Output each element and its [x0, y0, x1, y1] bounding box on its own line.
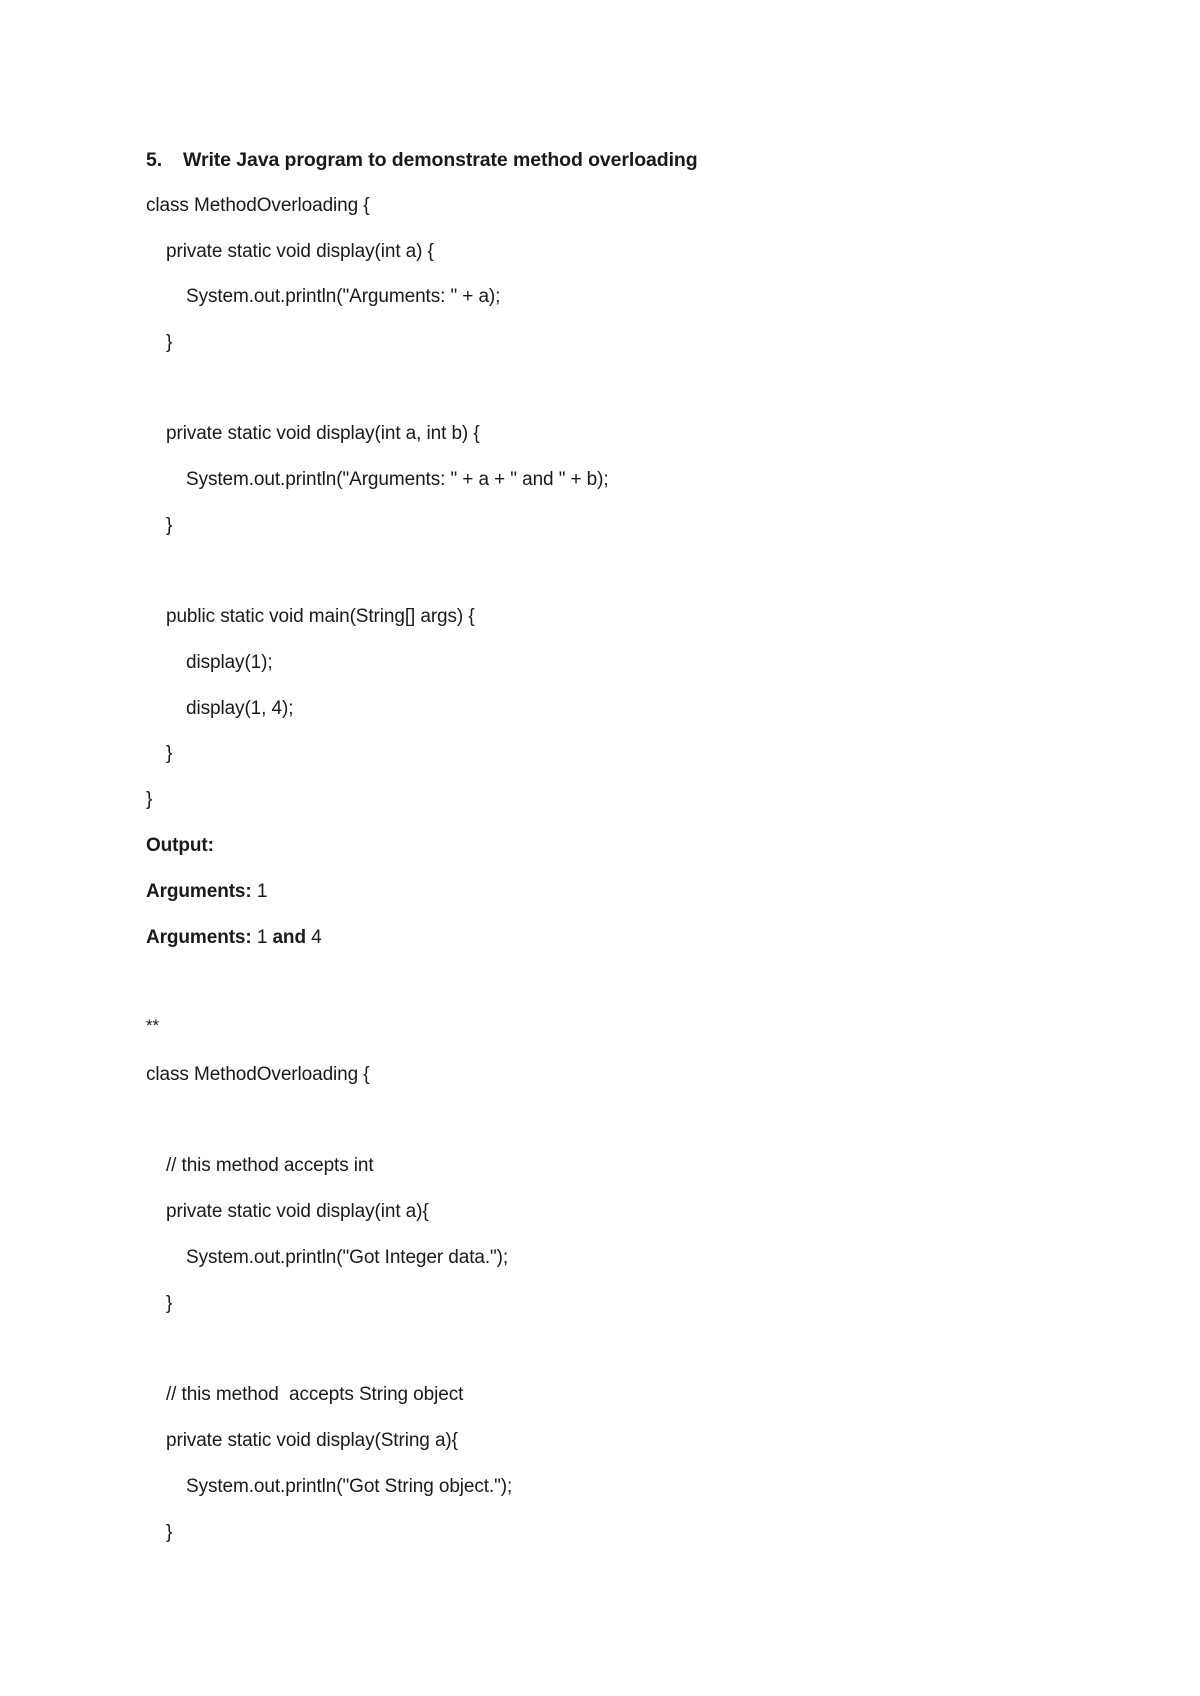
output-line-2-and: and: [272, 927, 306, 948]
output-line-2-value1: 1: [256, 927, 268, 948]
output-label: Output:: [146, 835, 214, 856]
code-line-main-signature: public static void main(String[] args) {: [166, 606, 475, 627]
heading-text: Write Java program to demonstrate method overloading: [183, 149, 698, 171]
code-line-main-close: }: [166, 743, 173, 764]
output-line-2-label: Arguments:: [146, 927, 252, 948]
section-heading: [146, 148, 698, 172]
code-line-class-close: }: [146, 789, 153, 810]
code2-line-comment1: // this method accepts int: [166, 1155, 374, 1176]
code-line-method1-signature: private static void display(int a) {: [166, 241, 434, 262]
code2-line-method1-body: System.out.println("Got Integer data.");: [186, 1247, 509, 1268]
code2-line-class-decl: class MethodOverloading {: [146, 1064, 370, 1085]
output-line-1-value: 1: [256, 881, 268, 902]
code2-line-method2-body: System.out.println("Got String object.");: [186, 1476, 513, 1497]
code2-line-method2-signature: private static void display(String a){: [166, 1430, 458, 1451]
code2-line-comment2: // this method accepts String object: [166, 1384, 464, 1405]
output-line-1-label: Arguments:: [146, 881, 252, 902]
code-line-main-call1: display(1);: [186, 652, 273, 673]
code2-line-method1-signature: private static void display(int a){: [166, 1201, 429, 1222]
code-line-method1-close: }: [166, 332, 173, 353]
separator-stars: **: [146, 1016, 160, 1035]
code2-line-method1-close: }: [166, 1293, 173, 1314]
code2-line-method2-close: }: [166, 1522, 173, 1543]
heading-number: 5.: [146, 149, 163, 171]
code-line-method2-body: System.out.println("Arguments: " + a + " and " + b);: [186, 469, 609, 490]
output-line-1: [146, 880, 267, 904]
output-line-2: [146, 926, 322, 950]
code-line-class-decl: class MethodOverloading {: [146, 195, 370, 216]
code-line-main-call2: display(1, 4);: [186, 698, 294, 719]
code-line-method1-body: System.out.println("Arguments: " + a);: [186, 286, 501, 307]
output-line-2-value2: 4: [311, 927, 322, 948]
code-line-method2-signature: private static void display(int a, int b) {: [166, 423, 480, 444]
code-line-method2-close: }: [166, 515, 173, 536]
